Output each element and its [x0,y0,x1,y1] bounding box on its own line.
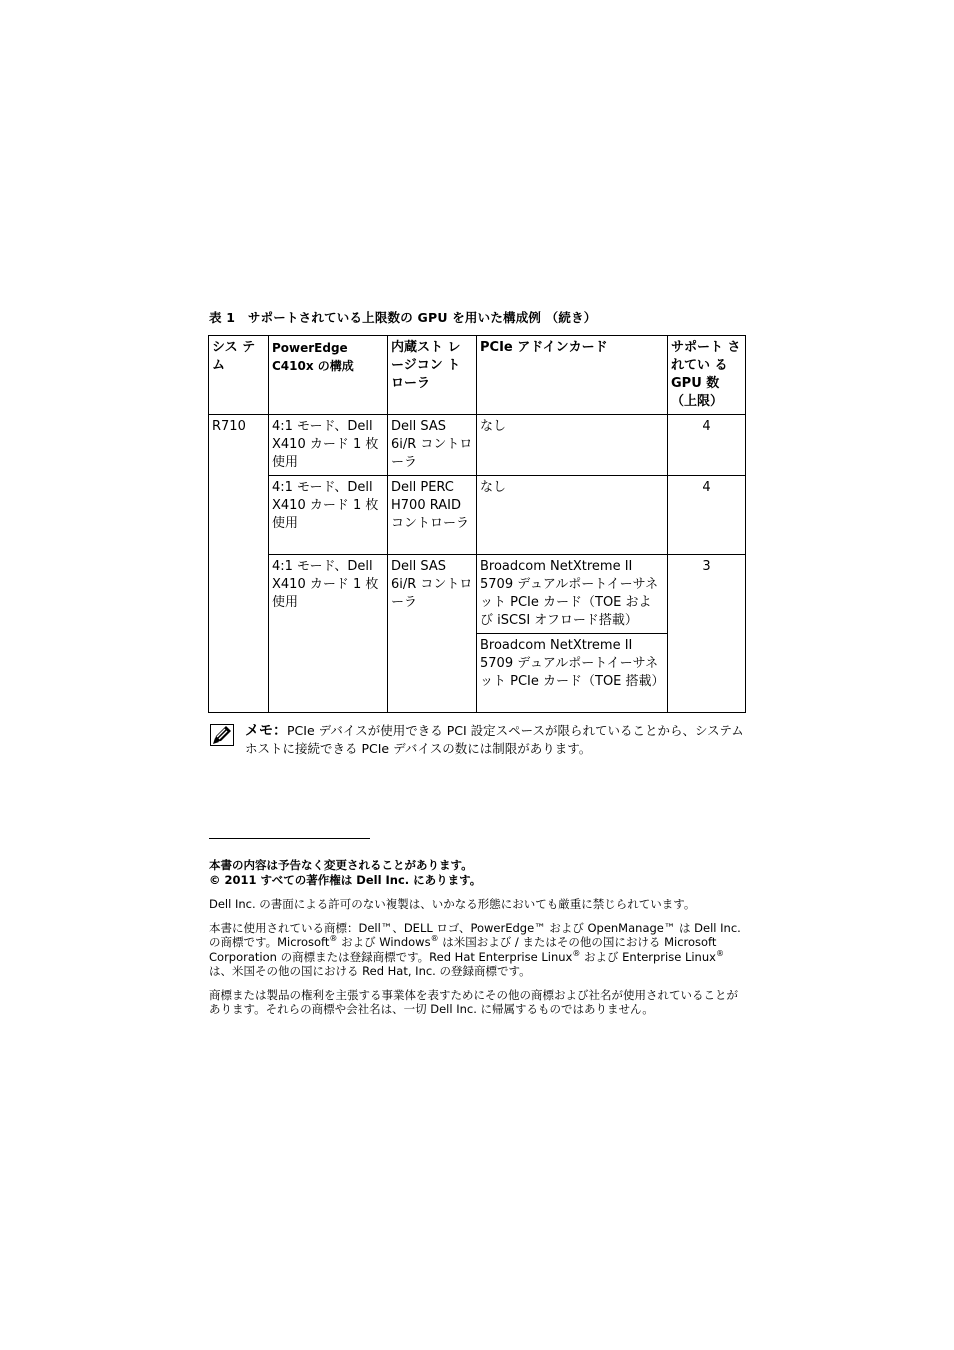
header-config: PowerEdge C410x の構成 [269,336,388,415]
header-gpu: サポート されてい る GPU 数 （上限） [668,336,746,415]
gpu-cell: 3 [668,555,746,713]
footnote-divider [209,838,370,839]
header-card: PCIe アドインカード [477,336,668,415]
config-cell: 4:1 モード、Dell X410 カード 1 枚使用 [269,476,388,555]
pencil-note-icon [210,724,234,746]
copyright-text: © 2011 すべての著作権は Dell Inc. にあります。 [209,872,482,887]
card-cell: Broadcom NetXtreme II 5709 デュアルポートイーサネット PCIe カード（TOE 搭載） [477,634,668,713]
table-caption: 表 1 サポートされている上限数の GPU を用いた構成例 （続き） [209,310,597,325]
notice-text: 本書の内容は予告なく変更されることがあります。 [209,858,473,872]
card-cell: Broadcom NetXtreme II 5709 デュアルポートイーサネット PCIe カード（TOE および iSCSI オフロード搭載） [477,555,668,634]
reproduction-text: Dell Inc. の書面による許可のない複製は、いかなる形態においても厳重に禁じられています。 [209,897,696,911]
gpu-configuration-table [208,335,746,713]
table-row [209,415,746,476]
card-cell: なし [477,476,668,555]
config-cell: 4:1 モード、Dell X410 カード 1 枚使用 [269,415,388,476]
gpu-cell: 4 [668,476,746,555]
note-label: メモ： [245,723,287,739]
storage-cell: Dell PERC H700 RAID コントローラ [388,476,477,555]
header-system: シス テム [209,336,269,415]
table-row [209,476,746,555]
storage-cell: Dell SAS 6i/R コントローラ [388,415,477,476]
header-storage: 内蔵スト レージコン トローラ [388,336,477,415]
note-block [210,722,750,758]
table-header-row [209,336,746,415]
storage-cell: Dell SAS 6i/R コントローラ [388,555,477,713]
system-cell: R710 [209,415,269,713]
trademark-text: 本書に使用されている商標：Dell™、DELL ロゴ、PowerEdge™ および OpenManage™ は Dell Inc. の商標です。Microsoft® および Windows® は米国および / またはその他の国における Microsoft Corporation の商標または登録商標です。Red Hat Enterprise Linux® および Enterprise Linux® は、米国その他の国における Red Hat, Inc. の登録商標です。 [209,920,741,978]
table-row [209,555,746,634]
card-cell: なし [477,415,668,476]
legal-section [209,858,749,1026]
gpu-cell: 4 [668,415,746,476]
other-trademarks-text: 商標または製品の権利を主張する事業体を表すためにその他の商標および社名が使用されていることがあります。それらの商標や会社名は、一切 Dell Inc. に帰属するものではありません。 [209,987,738,1016]
config-cell: 4:1 モード、Dell X410 カード 1 枚使用 [269,555,388,713]
note-text: PCIe デバイスが使用できる PCI 設定スペースが限られていることから、システムホストに接続できる PCIe デバイスの数には制限があります。 [245,723,744,756]
